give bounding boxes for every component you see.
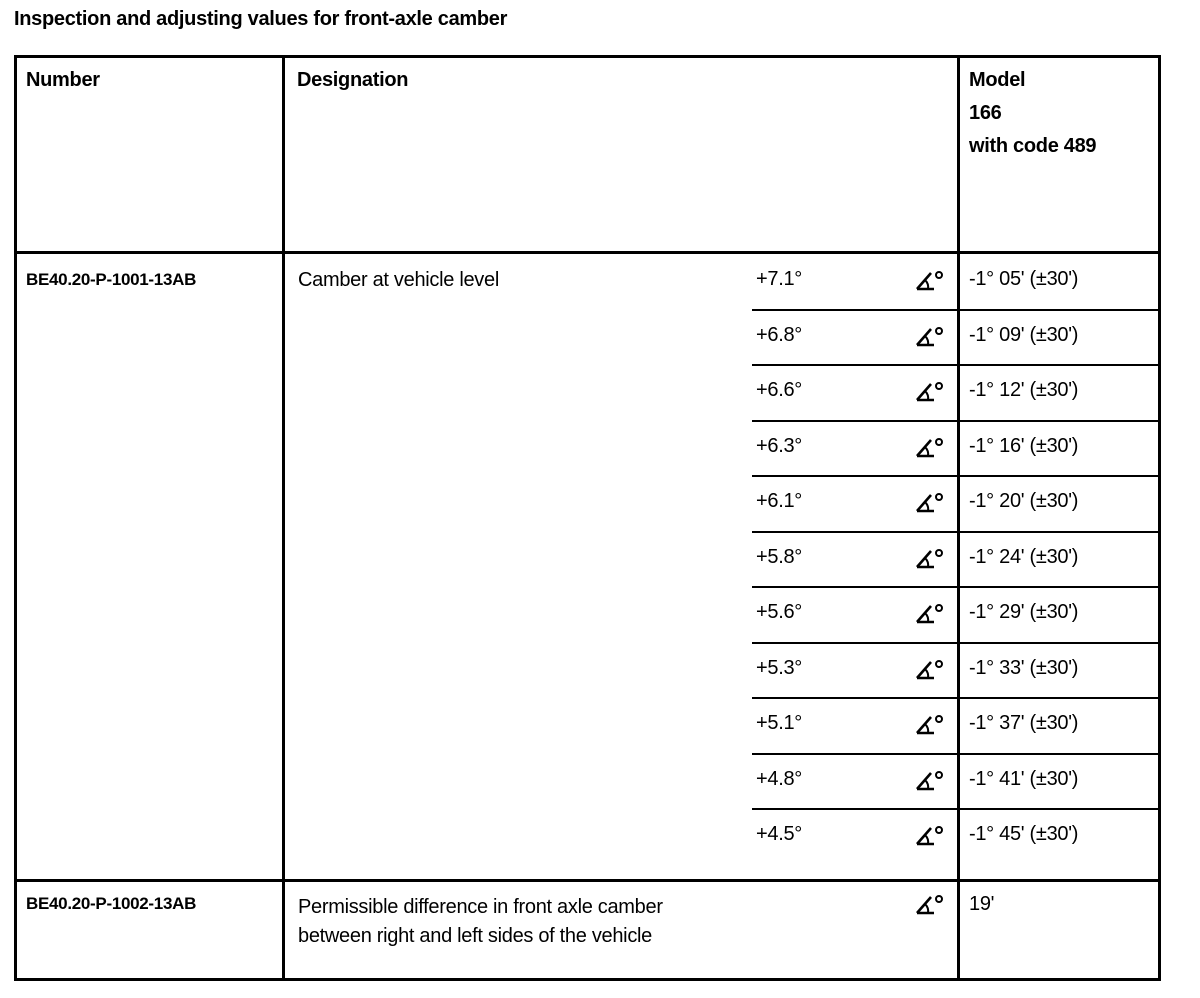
- value-row-divider: [752, 753, 1161, 755]
- row-divider: [14, 251, 1161, 254]
- vehicle-level-value: +4.8°: [756, 767, 802, 790]
- difference-value: 19': [969, 893, 995, 915]
- value-row-divider: [752, 531, 1161, 533]
- angle-icon: [914, 380, 944, 404]
- angle-icon: [914, 893, 944, 917]
- angle-icon: [914, 824, 944, 848]
- column-divider: [282, 55, 285, 981]
- value-row-divider: [752, 586, 1161, 588]
- angle-icon: [914, 769, 944, 793]
- designation-line: Permissible difference in front axle camber: [298, 896, 663, 918]
- header-number: Number: [26, 69, 100, 91]
- row-designation: [298, 893, 663, 951]
- header-model-line: 166: [969, 102, 1002, 124]
- angle-icon: [914, 713, 944, 737]
- vehicle-level-value: +5.1°: [756, 712, 802, 734]
- angle-icon: [914, 658, 944, 682]
- header-model-line: Model: [969, 69, 1026, 91]
- camber-value: -1° 37' (±30'): [969, 712, 1079, 734]
- vehicle-level-value: +7.1°: [756, 268, 802, 290]
- vehicle-level-value: +5.6°: [756, 601, 802, 623]
- page-title: Inspection and adjusting values for front-axle camber: [14, 8, 508, 30]
- value-row-divider: [752, 309, 1161, 311]
- camber-value: -1° 12' (±30'): [969, 379, 1079, 401]
- camber-value: -1° 24' (±30'): [969, 545, 1079, 568]
- row-number: BE40.20-P-1002-13AB: [26, 894, 197, 913]
- vehicle-level-value: +6.8°: [756, 323, 802, 346]
- row-designation: Camber at vehicle level: [298, 269, 499, 291]
- vehicle-level-value: +5.8°: [756, 545, 802, 568]
- value-row-divider: [752, 475, 1161, 477]
- vehicle-level-value: +5.3°: [756, 656, 802, 679]
- camber-value: -1° 05' (±30'): [969, 268, 1079, 290]
- value-row-divider: [752, 808, 1161, 810]
- camber-value: -1° 09' (±30'): [969, 323, 1079, 346]
- header-designation: Designation: [297, 69, 409, 91]
- vehicle-level-value: +6.1°: [756, 490, 802, 512]
- vehicle-level-value: +6.3°: [756, 434, 802, 457]
- value-row-divider: [752, 420, 1161, 422]
- camber-value: -1° 16' (±30'): [969, 434, 1079, 457]
- camber-value: -1° 33' (±30'): [969, 656, 1079, 679]
- vehicle-level-value: +4.5°: [756, 823, 802, 845]
- angle-icon: [914, 491, 944, 515]
- angle-icon: [914, 547, 944, 571]
- camber-value: -1° 45' (±30'): [969, 823, 1079, 845]
- camber-value: -1° 41' (±30'): [969, 767, 1079, 790]
- header-model-line: with code 489: [969, 135, 1097, 157]
- designation-line: between right and left sides of the vehicle: [298, 925, 652, 947]
- value-row-divider: [752, 697, 1161, 699]
- row-divider: [14, 879, 1161, 882]
- column-divider: [957, 55, 960, 981]
- row-number: BE40.20-P-1001-13AB: [26, 270, 197, 289]
- angle-icon: [914, 325, 944, 349]
- header-model: [969, 64, 1096, 163]
- angle-icon: [914, 436, 944, 460]
- value-row-divider: [752, 364, 1161, 366]
- angle-icon: [914, 269, 944, 293]
- vehicle-level-value: +6.6°: [756, 379, 802, 401]
- camber-value: -1° 20' (±30'): [969, 490, 1079, 512]
- angle-icon: [914, 602, 944, 626]
- value-row-divider: [752, 642, 1161, 644]
- camber-value: -1° 29' (±30'): [969, 601, 1079, 623]
